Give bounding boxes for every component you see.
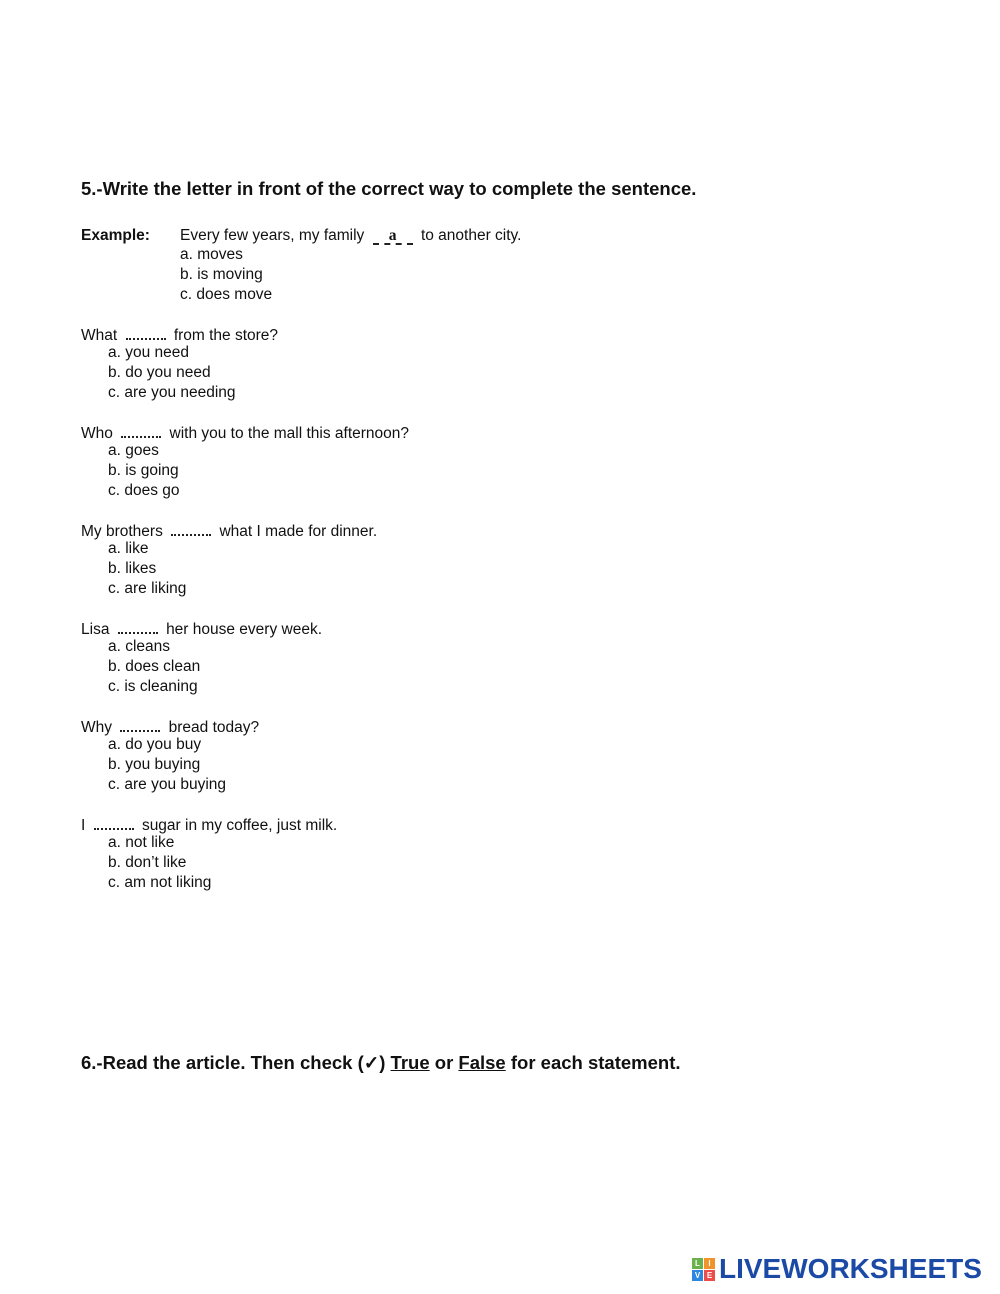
option: b. do you need <box>108 364 211 381</box>
option: c. am not liking <box>108 874 212 891</box>
question-text: Why <box>81 719 112 736</box>
option: b. you buying <box>108 756 201 773</box>
question-text: What <box>81 327 118 344</box>
option: a. cleans <box>108 638 171 655</box>
logo-text: LIVEWORKSHEETS <box>719 1253 982 1284</box>
option: a. do you buy <box>108 736 202 753</box>
logo-tile: E <box>704 1270 715 1281</box>
false-word: False <box>458 1052 506 1073</box>
option: b. likes <box>108 560 157 577</box>
option: a. not like <box>108 834 175 851</box>
example-sentence <box>180 226 521 246</box>
question-text: sugar in my coffee, just milk. <box>141 817 338 834</box>
question-text: Lisa <box>81 621 110 638</box>
option: c. are you needing <box>108 384 236 401</box>
answer-blank[interactable] <box>118 618 158 634</box>
option: c. are liking <box>108 580 187 597</box>
example-option: c. does move <box>180 286 273 303</box>
option: c. are you buying <box>108 776 227 793</box>
answer-blank[interactable] <box>171 520 211 536</box>
true-word: True <box>390 1052 430 1073</box>
question-text: I <box>81 817 86 834</box>
question-text: her house every week. <box>166 621 323 638</box>
logo-tile: V <box>692 1270 703 1281</box>
answer-blank[interactable] <box>121 422 161 438</box>
example-option: a. moves <box>180 246 243 263</box>
option: b. does clean <box>108 658 201 675</box>
example-answer: a <box>373 229 413 245</box>
example-label: Example: <box>81 227 150 244</box>
option: c. is cleaning <box>108 678 198 695</box>
option: a. you need <box>108 344 190 361</box>
logo-tile: L <box>692 1258 703 1269</box>
example-option: b. is moving <box>180 266 263 283</box>
question-text: Who <box>81 425 113 442</box>
logo-tiles-icon <box>692 1258 715 1281</box>
question-text: from the store? <box>173 327 279 344</box>
question-text: My brothers <box>81 523 163 540</box>
question-text: what I made for dinner. <box>219 523 378 540</box>
logo-tile: I <box>704 1258 715 1269</box>
liveworksheets-logo[interactable] <box>692 1254 982 1284</box>
option: a. like <box>108 540 149 557</box>
example-after: to another city. <box>420 227 522 244</box>
option: c. does go <box>108 482 180 499</box>
option: a. goes <box>108 442 159 459</box>
option: b. is going <box>108 462 179 479</box>
or-word: or <box>429 1052 459 1073</box>
section-6-title-start: 6.-Read the article. Then check (✓) <box>81 1052 391 1073</box>
answer-blank[interactable] <box>120 716 160 732</box>
option: b. don’t like <box>108 854 187 871</box>
answer-blank[interactable] <box>94 814 134 830</box>
section-6-title-end: for each statement. <box>505 1052 681 1073</box>
section-6-title <box>81 1052 681 1074</box>
example-before: Every few years, my family <box>180 227 365 244</box>
answer-blank[interactable] <box>126 324 166 340</box>
question-text: bread today? <box>168 719 260 736</box>
question-text: with you to the mall this afternoon? <box>169 425 410 442</box>
section-5-title: 5.-Write the letter in front of the correct way to complete the sentence. <box>81 178 697 199</box>
